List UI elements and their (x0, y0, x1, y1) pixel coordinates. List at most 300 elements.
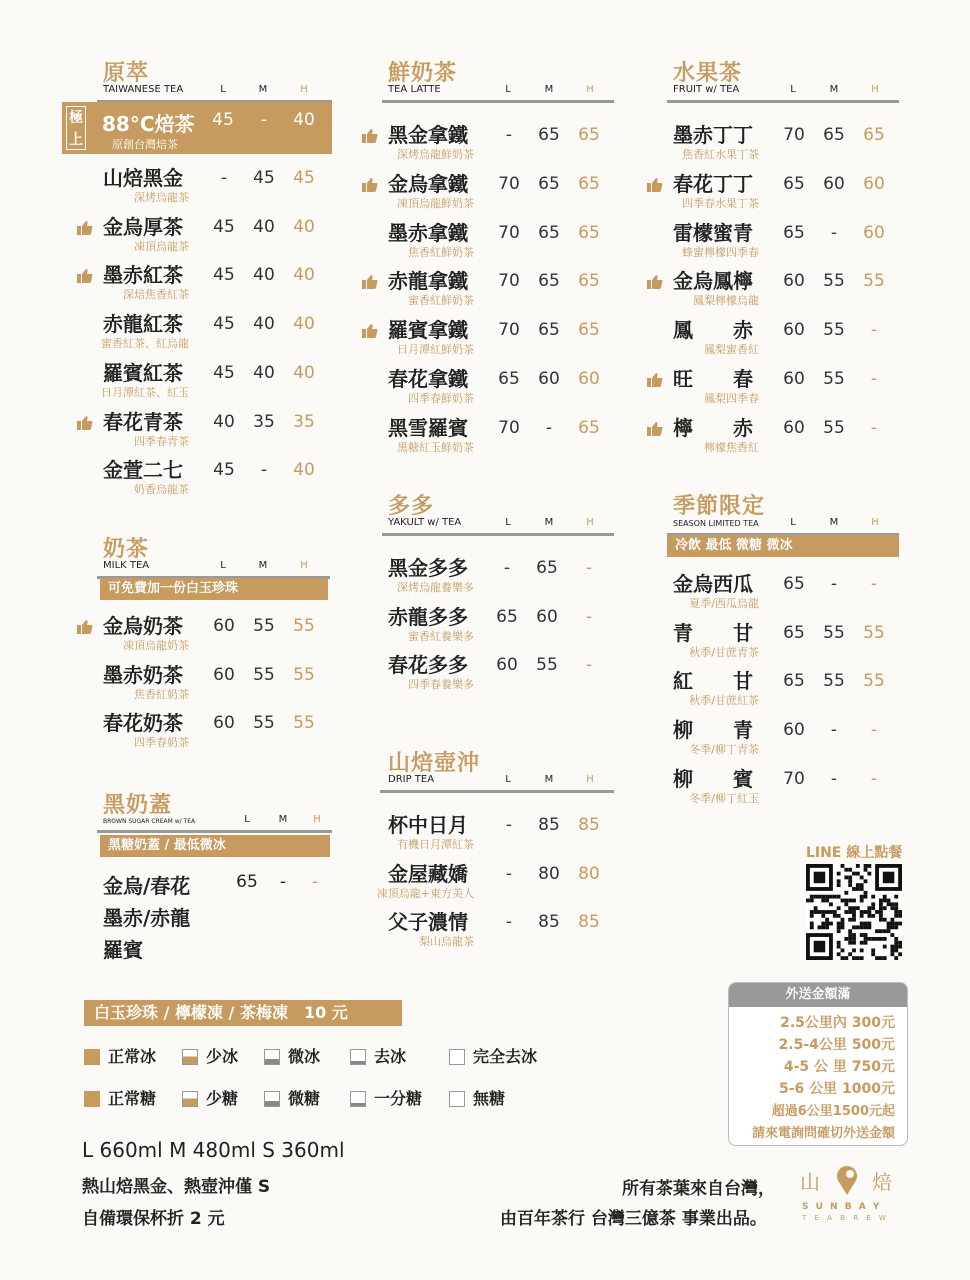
price-h: 65 (578, 125, 600, 145)
menu-item[interactable] (388, 269, 628, 317)
item-sub: 日月潭紅茶、紅玉 (101, 385, 189, 399)
item-sub: 奶香烏龍茶 (134, 483, 189, 497)
price-l: 70 (783, 125, 805, 145)
price-m: 55 (253, 616, 275, 636)
thumbs-up-icon (362, 177, 378, 191)
thumbs-up-icon (362, 128, 378, 142)
option-label: 無糖 (473, 1089, 506, 1108)
section-header-yakult (382, 517, 614, 536)
checkbox-icon (182, 1091, 198, 1107)
section-en-label: MILK TEA (103, 560, 150, 571)
section-en-label: FRUIT w/ TEA (673, 84, 740, 95)
menu-item[interactable] (103, 410, 343, 458)
item-sub: 蜜香紅養樂多 (408, 629, 474, 643)
price-h: 40 (293, 216, 315, 237)
price-h: 35 (293, 411, 315, 432)
col-h: H (871, 517, 879, 528)
price-h: 80 (578, 863, 600, 884)
price-h: 55 (863, 271, 885, 292)
price-l: 70 (498, 222, 520, 243)
checkbox-icon (84, 1049, 100, 1065)
price-h: 55 (293, 664, 315, 685)
item-name: 金烏拿鐵 (388, 171, 468, 196)
item-name: 赤龍多多 (388, 604, 468, 629)
price-h: - (585, 606, 593, 627)
price-h: 65 (578, 320, 600, 341)
brand-en-2: T E A B R E W (802, 1214, 889, 1222)
option-label: 正常糖 (108, 1089, 157, 1108)
option-label: 微冰 (288, 1047, 321, 1066)
col-m: M (278, 814, 288, 825)
hot-note: 熱山焙黑金、熱壺沖僅 S (82, 1177, 271, 1197)
menu-item[interactable] (673, 718, 913, 766)
price-m: 55 (536, 655, 558, 675)
item-sub: 日月潭紅鮮奶茶 (397, 343, 474, 357)
item-sub: 四季春養樂多 (408, 678, 474, 691)
price-m: - (260, 110, 268, 130)
price-h: 40 (293, 265, 315, 286)
option-label: 微糖 (288, 1089, 321, 1108)
item-name: 金烏西瓜 (673, 572, 753, 596)
col-l: L (790, 517, 796, 528)
item-sub: 深烤烏龍養樂多 (397, 581, 474, 594)
price-l: 60 (783, 720, 805, 741)
item-sub: 焦香紅水果丁茶 (682, 148, 759, 161)
price-m: 40 (253, 265, 275, 286)
price-m: 65 (538, 222, 560, 243)
price-m: - (830, 574, 838, 594)
price-l: 65 (783, 173, 805, 194)
item-name: 黑雪羅賓 (388, 415, 468, 440)
thumbs-up-icon (77, 220, 93, 234)
price-m: 65 (538, 320, 560, 341)
col-l: L (505, 517, 511, 528)
item-sub: 深焙焦香紅茶 (123, 288, 189, 302)
milktea-banner: 可免費加一份白玉珍珠 (100, 578, 328, 600)
item-name: 雷檬蜜青 (673, 220, 753, 245)
item-sub: 焦香紅奶茶 (134, 687, 189, 701)
col-h: H (300, 560, 308, 571)
menu-item[interactable] (673, 318, 913, 366)
thumbs-up-icon (77, 268, 93, 282)
item-sub: 凍頂烏龍茶 (134, 239, 189, 253)
price-m: 65 (538, 173, 560, 194)
brand-logo (800, 1166, 894, 1226)
price-m: 55 (823, 622, 845, 643)
price-h: - (870, 574, 878, 594)
col-l: L (790, 84, 796, 95)
item-name: 金烏奶茶 (103, 614, 183, 638)
menu-item[interactable] (673, 767, 913, 815)
section-title-fruit: 水果茶 (673, 61, 743, 86)
item-name: 羅賓紅茶 (103, 360, 183, 385)
price-h: - (870, 369, 878, 389)
price-h: - (585, 655, 593, 675)
price-h: 65 (578, 271, 600, 292)
price-h: - (585, 558, 593, 578)
section-en-label: DRIP TEA (388, 774, 435, 785)
option-label: 完全去冰 (473, 1047, 538, 1066)
menu-item[interactable] (388, 910, 628, 958)
origin-line-2: 由百年茶行 台灣三億茶 事業出品。 (500, 1209, 767, 1229)
item-sub: 焦香紅鮮奶茶 (408, 245, 474, 259)
section-title-brown: 黑奶蓋 (103, 793, 173, 818)
item-name: 春花青茶 (103, 409, 183, 434)
brand-en-1: S U N B A Y (802, 1202, 882, 1212)
menu-item[interactable] (388, 221, 628, 269)
section-en-label: YAKULT w/ TEA (388, 517, 462, 528)
cup-icon (835, 1166, 859, 1196)
price-m: 55 (823, 671, 845, 692)
menu-item[interactable] (388, 318, 628, 366)
section-header-drip (380, 774, 614, 793)
menu-item[interactable] (103, 361, 343, 409)
size-info: L 660ml M 480ml S 360ml (82, 1138, 345, 1162)
price-l: 40 (213, 411, 235, 432)
menu-item[interactable] (388, 123, 628, 171)
menu-item[interactable] (673, 221, 913, 269)
price-m: 35 (253, 411, 275, 432)
price-m: - (830, 768, 838, 789)
delivery-line: 4-5 公 里 750元 (783, 1059, 895, 1075)
checkbox-icon (449, 1049, 465, 1065)
col-l: L (244, 814, 250, 825)
item-sub: 冬季/柳丁紅玉 (689, 791, 759, 805)
item-sub: 原創台灣焙茶 (112, 138, 178, 151)
col-h: H (586, 84, 594, 95)
price-l: 45 (213, 265, 235, 286)
item-name: 羅賓拿鐵 (388, 318, 468, 343)
col-m: M (544, 84, 554, 95)
thumbs-up-icon (362, 323, 378, 337)
price-l: 65 (498, 369, 520, 389)
item-name: 青 甘 (673, 620, 753, 645)
menu-item[interactable] (388, 605, 628, 653)
menu-item[interactable] (673, 172, 913, 220)
price-m: 55 (823, 320, 845, 341)
price-h: 55 (863, 671, 885, 692)
price-l: 60 (783, 369, 805, 389)
price-h: 55 (863, 622, 885, 643)
price-h: - (311, 872, 319, 892)
delivery-line: 5-6 公里 1000元 (778, 1081, 895, 1097)
menu-item[interactable] (388, 653, 628, 701)
delivery-title: 外送金額滿 (729, 983, 907, 1007)
checkbox-icon (182, 1049, 198, 1065)
delivery-line: 請來電詢問確切外送金額 (751, 1126, 895, 1141)
price-m: 40 (253, 314, 275, 335)
price-l: 45 (212, 110, 234, 130)
price-l: 60 (213, 616, 235, 636)
price-m: 65 (538, 125, 560, 145)
section-title-drip: 山焙壺沖 (388, 751, 481, 776)
price-m: 60 (536, 606, 558, 627)
option-label: 正常冰 (108, 1047, 157, 1066)
brown-line-3: 羅賓 (103, 938, 143, 962)
price-h: 65 (578, 222, 600, 243)
price-h: - (870, 768, 878, 789)
brown-item[interactable] (100, 868, 330, 964)
price-l: 70 (783, 768, 805, 789)
price-h: 45 (293, 168, 315, 188)
option-label: 去冰 (374, 1047, 407, 1066)
item-name: 墨赤丁丁 (673, 123, 753, 147)
checkbox-icon (350, 1049, 366, 1065)
price-l: 45 (213, 216, 235, 237)
price-m: - (545, 417, 553, 438)
col-h: H (586, 774, 594, 785)
origin-line-1: 所有茶葉來自台灣， (622, 1179, 775, 1199)
option-label: 少糖 (206, 1089, 239, 1108)
item-name: 柳 賓 (673, 766, 753, 791)
menu-item[interactable] (388, 416, 628, 464)
price-m: 55 (823, 271, 845, 292)
col-l: L (505, 84, 511, 95)
thumbs-up-icon (77, 415, 93, 429)
item-name: 金萱二七 (103, 458, 183, 483)
qr-code[interactable] (806, 864, 902, 960)
price-l: 45 (213, 314, 235, 335)
qr-code-graphic (806, 864, 902, 960)
item-name: 春花丁丁 (673, 171, 753, 196)
price-l: - (505, 863, 513, 884)
price-m: - (279, 872, 287, 892)
col-m: M (829, 517, 839, 528)
col-m: M (544, 517, 554, 528)
checkbox-icon (350, 1091, 366, 1107)
thumbs-up-icon (647, 421, 663, 435)
price-h: 40 (293, 362, 315, 383)
menu-item[interactable] (673, 269, 913, 317)
menu-item[interactable] (103, 614, 343, 662)
price-l: 65 (496, 606, 518, 627)
col-m: M (258, 84, 268, 95)
section-header-brown (97, 814, 332, 833)
brown-line-1: 金烏/春花 (103, 874, 191, 898)
price-h: 65 (578, 417, 600, 438)
price-h: - (870, 720, 878, 741)
item-sub: 檸檬焦香紅 (704, 440, 759, 454)
brown-line-2: 墨赤/赤龍 (103, 906, 191, 930)
delivery-line: 2.5公里內 300元 (780, 1015, 895, 1031)
line-order-label: LINE 線上點餐 (806, 845, 903, 861)
highlight-item[interactable] (62, 102, 332, 154)
menu-item[interactable] (673, 572, 913, 620)
price-l: 70 (498, 417, 520, 438)
item-name: 赤龍紅茶 (103, 312, 183, 337)
item-sub: 黑糖紅玉鮮奶茶 (397, 440, 474, 454)
col-l: L (220, 560, 226, 571)
price-h: 65 (578, 173, 600, 194)
price-h: 85 (578, 815, 600, 835)
menu-item[interactable] (103, 215, 343, 263)
menu-item[interactable] (103, 458, 343, 506)
item-sub: 凍頂烏龍奶茶 (123, 639, 189, 652)
menu-item[interactable] (673, 621, 913, 669)
item-name: 88°C焙茶 (102, 112, 195, 136)
price-m: 60 (823, 173, 845, 194)
price-h: 40 (293, 460, 315, 481)
price-m: 65 (538, 271, 560, 292)
delivery-line: 超過6公里1500元起 (771, 1104, 895, 1119)
option-label: 少冰 (206, 1047, 239, 1066)
price-m: 45 (253, 168, 275, 188)
section-en-label: BROWN SUGAR CREAM w/ TEA (103, 818, 196, 825)
price-l: 65 (783, 574, 805, 594)
price-l: 65 (783, 671, 805, 692)
item-name: 黑金多多 (388, 556, 468, 580)
thumbs-up-icon (647, 372, 663, 386)
menu-item[interactable] (103, 263, 343, 311)
checkbox-icon (449, 1091, 465, 1107)
item-name: 春花多多 (388, 653, 468, 677)
price-l: 65 (236, 872, 258, 892)
menu-item[interactable] (388, 813, 628, 861)
item-sub: 鳳梨檸檬烏龍 (693, 294, 759, 308)
col-m: M (829, 84, 839, 95)
section-header-yuancui (97, 84, 332, 103)
item-name: 鳳 赤 (673, 318, 753, 343)
section-en-label: TAIWANESE TEA (103, 84, 184, 95)
item-name: 赤龍拿鐵 (388, 269, 468, 294)
section-title-yuancui: 原萃 (103, 61, 150, 86)
item-name: 墨赤紅茶 (103, 263, 183, 288)
price-m: 55 (823, 417, 845, 438)
item-sub: 蜜香紅鮮奶茶 (408, 294, 474, 308)
col-l: L (505, 774, 511, 785)
price-h: 55 (293, 616, 315, 636)
item-sub: 秋季/甘蔗青茶 (689, 645, 759, 659)
price-h: 40 (293, 110, 315, 130)
section-title-yakult: 多多 (388, 494, 435, 519)
item-name: 金烏鳳檸 (673, 269, 753, 294)
col-h: H (871, 84, 879, 95)
menu-item[interactable] (388, 172, 628, 220)
price-m: 60 (538, 369, 560, 389)
delivery-line: 2.5-4公里 500元 (778, 1037, 895, 1053)
menu-item[interactable] (376, 861, 628, 910)
price-l: 60 (783, 271, 805, 292)
item-name: 旺 春 (673, 367, 753, 391)
price-l: - (505, 125, 513, 145)
item-sub: 鳳梨四季春 (704, 392, 759, 405)
section-title-season: 季節限定 (673, 494, 766, 519)
menu-item[interactable] (388, 556, 628, 604)
item-sub: 秋季/甘蔗紅茶 (689, 694, 759, 708)
price-m: - (830, 222, 838, 243)
item-name: 春花奶茶 (103, 711, 183, 735)
option-label: 一分糖 (374, 1089, 423, 1108)
brand-mark-1: 山 (800, 1170, 820, 1194)
premium-tag: 極上 (66, 106, 86, 150)
item-sub: 四季春奶茶 (134, 736, 189, 749)
item-sub: 蜂蜜檸檬四季春 (682, 245, 759, 259)
price-h: - (870, 320, 878, 341)
thumbs-up-icon (647, 274, 663, 288)
price-l: - (503, 558, 511, 578)
menu-item[interactable] (103, 312, 343, 360)
section-header-season (667, 517, 899, 536)
price-m: 55 (823, 369, 845, 389)
price-h: 60 (863, 222, 885, 243)
item-sub: 四季春水果丁茶 (682, 196, 759, 210)
thumbs-up-icon (77, 619, 93, 633)
checkbox-icon (264, 1091, 280, 1107)
item-name: 紅 甘 (673, 669, 753, 694)
price-h: 55 (293, 713, 315, 733)
price-h: 65 (863, 125, 885, 145)
menu-item[interactable] (103, 663, 343, 711)
item-sub: 深烤烏龍茶 (134, 191, 189, 204)
price-m: 65 (536, 558, 558, 578)
menu-item[interactable] (673, 416, 913, 464)
item-name: 金屋藏嬌 (388, 861, 468, 886)
item-name: 檸 赤 (673, 415, 753, 440)
price-l: 60 (213, 713, 235, 733)
menu-item[interactable] (388, 367, 628, 415)
price-l: 60 (783, 417, 805, 438)
menu-item[interactable] (103, 711, 343, 759)
item-name: 柳 青 (673, 718, 753, 743)
item-sub: 四季春青茶 (134, 434, 189, 448)
section-header-fruit (667, 84, 899, 103)
item-name: 春花拿鐵 (388, 367, 468, 391)
menu-item[interactable] (673, 669, 913, 717)
col-m: M (544, 774, 554, 785)
section-header-milktea (97, 560, 330, 579)
price-l: 65 (783, 622, 805, 643)
item-sub: 蜜香紅茶、紅烏龍 (101, 337, 189, 351)
price-m: 85 (538, 912, 560, 932)
checkbox-icon (84, 1091, 100, 1107)
item-name: 墨赤奶茶 (103, 662, 183, 687)
section-en-label: SEASON LIMITED TEA (673, 519, 759, 528)
col-m: M (258, 560, 268, 571)
item-name: 墨赤拿鐵 (388, 220, 468, 245)
item-sub: 四季春鮮奶茶 (408, 392, 474, 405)
thumbs-up-icon (647, 177, 663, 191)
price-h: - (870, 417, 878, 438)
price-l: 45 (213, 460, 235, 481)
price-m: 85 (538, 815, 560, 835)
season-banner: 冷飲 最低 微糖 微冰 (667, 535, 899, 557)
price-l: 65 (783, 222, 805, 243)
menu-item[interactable] (673, 123, 913, 171)
item-name: 杯中日月 (388, 813, 468, 837)
item-name: 金烏厚茶 (103, 214, 183, 239)
price-m: - (260, 460, 268, 481)
price-m: - (830, 720, 838, 741)
section-title-latte: 鮮奶茶 (388, 61, 458, 86)
price-l: - (220, 168, 228, 188)
price-h: 85 (578, 912, 600, 932)
item-name: 山焙黑金 (103, 166, 183, 190)
price-m: 80 (538, 863, 560, 884)
menu-item[interactable] (103, 166, 343, 214)
price-h: 40 (293, 314, 315, 335)
col-l: L (220, 84, 226, 95)
price-m: 40 (253, 216, 275, 237)
item-sub: 深烤烏龍鮮奶茶 (397, 148, 474, 161)
item-sub: 有機日月潭紅茶 (397, 838, 474, 851)
brown-banner: 黑糖奶蓋 / 最低微冰 (100, 835, 330, 857)
price-l: - (505, 912, 513, 932)
menu-item[interactable] (673, 367, 913, 415)
delivery-box (728, 982, 908, 1146)
col-h: H (313, 814, 321, 825)
item-name: 父子濃情 (388, 910, 468, 934)
col-h: H (586, 517, 594, 528)
